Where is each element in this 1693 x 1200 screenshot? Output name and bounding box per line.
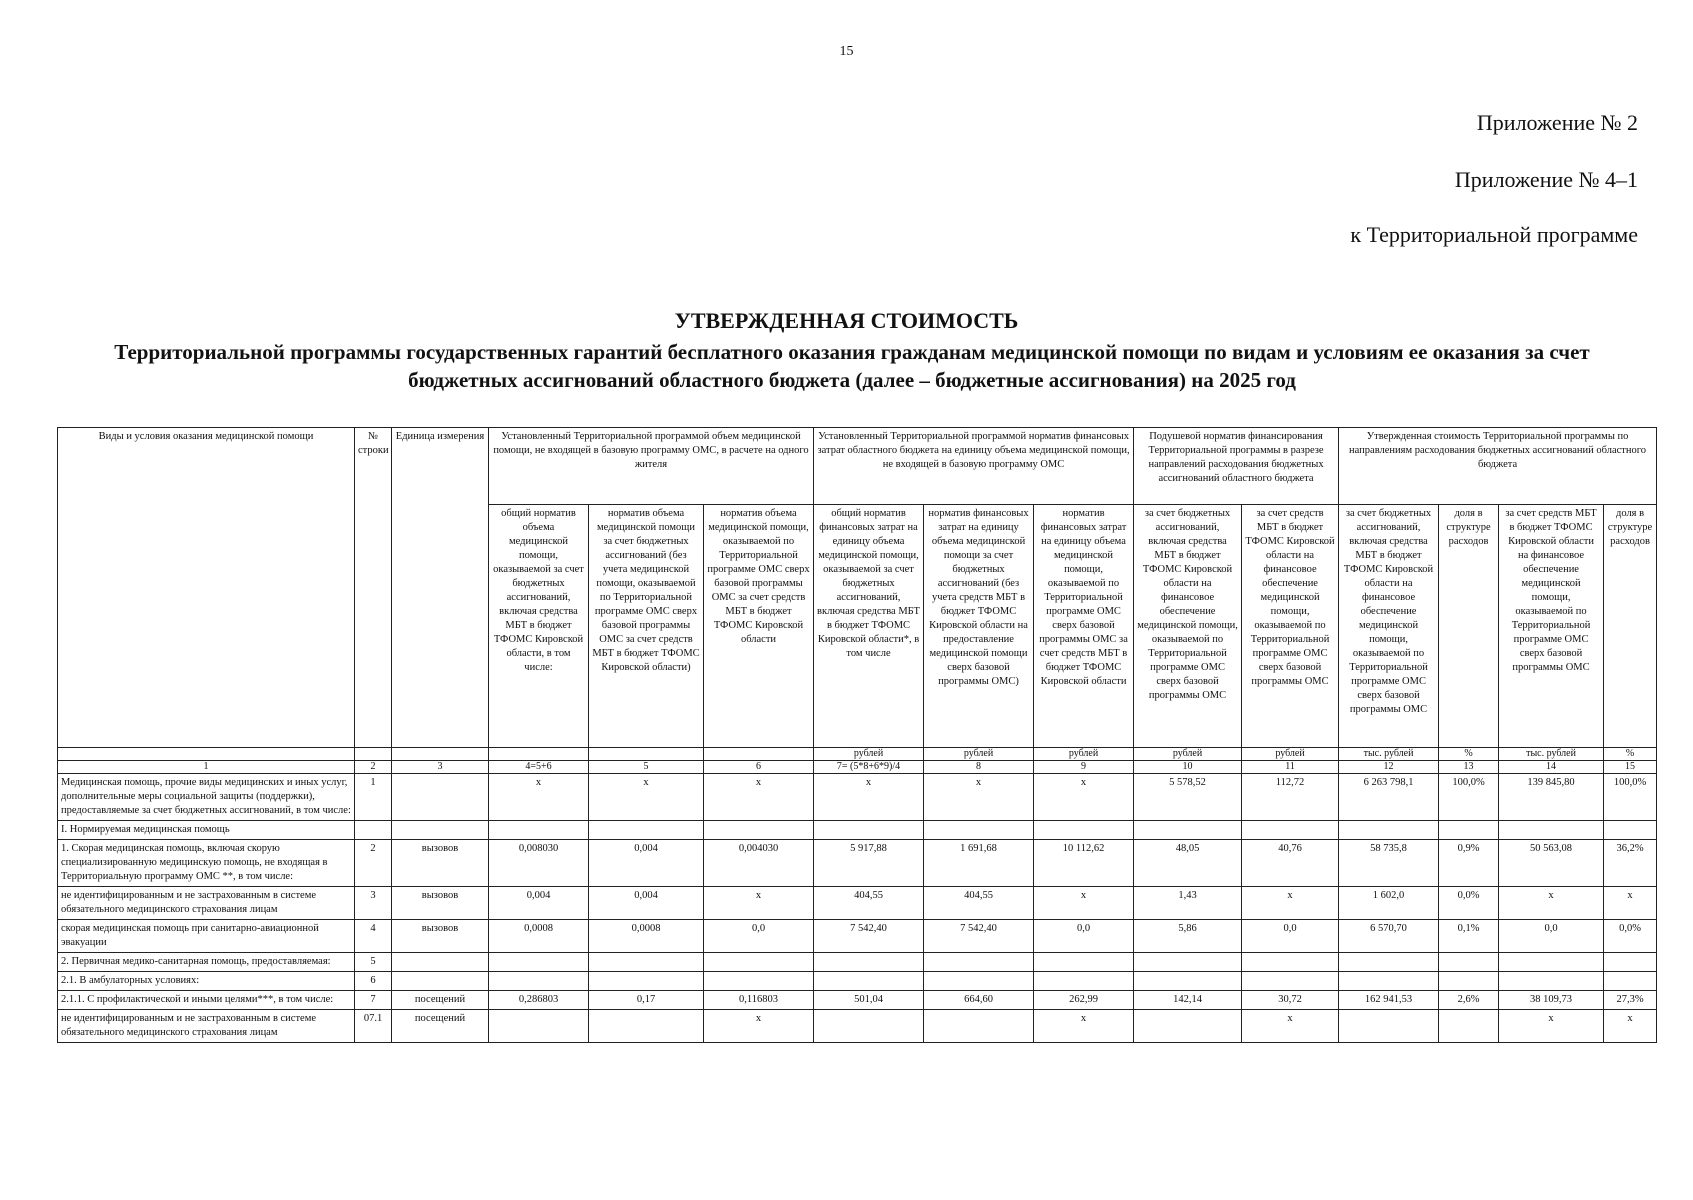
table-cell: х xyxy=(489,774,589,821)
table-cell: посещений xyxy=(392,1010,489,1043)
table-cell: вызовов xyxy=(392,840,489,887)
table-cell: 112,72 xyxy=(1242,774,1339,821)
table-cell: 27,3% xyxy=(1604,991,1657,1010)
table-cell: 2 xyxy=(355,840,392,887)
table-cell xyxy=(1499,821,1604,840)
table-cell xyxy=(1134,821,1242,840)
table-cell: 404,55 xyxy=(814,887,924,920)
table-cell: 0,008030 xyxy=(489,840,589,887)
table-cell: х xyxy=(1034,887,1134,920)
subheader-cell: за счет бюджетных ассигнований, включая средства МБТ в бюджет ТФОМС Кировской области на финансовое обеспечение медицинской помощи, оказываемой по Территориальной программе ОМС сверх базовой программы ОМС xyxy=(1134,505,1242,748)
table-cell: 07.1 xyxy=(355,1010,392,1043)
table-cell: 12 xyxy=(1339,761,1439,774)
table-cell xyxy=(1439,1010,1499,1043)
table-cell: 262,99 xyxy=(1034,991,1134,1010)
table-cell: х xyxy=(814,774,924,821)
table-cell: 0,0008 xyxy=(489,920,589,953)
table-cell: 0,1% xyxy=(1439,920,1499,953)
table-cell: 1 602,0 xyxy=(1339,887,1439,920)
table-row xyxy=(58,920,1657,953)
table-cell xyxy=(1339,953,1439,972)
table-cell: 2 xyxy=(355,761,392,774)
header-group-approved-cost: Утвержденная стоимость Территориальной программы по направлениям расходования бюджетных ассигнований областного бюджета xyxy=(1339,428,1657,505)
appendix-line-2: Приложение № 4–1 xyxy=(1454,167,1638,192)
row-label: 2.1.1. С профилактической и иными целями***, в том числе: xyxy=(58,991,355,1010)
header-unit: Единица измерения xyxy=(392,428,489,748)
table-cell xyxy=(1339,1010,1439,1043)
table-cell xyxy=(1499,953,1604,972)
table-cell: вызовов xyxy=(392,887,489,920)
table-cell xyxy=(489,1010,589,1043)
table-cell xyxy=(814,821,924,840)
table-cell: 2,6% xyxy=(1439,991,1499,1010)
table-cell: 0,0% xyxy=(1604,920,1657,953)
subheader-cell: общий норматив финансовых затрат на единицу объема медицинской помощи, оказываемой за счет бюджетных ассигнований, включая средства МБТ в бюджет ТФОМС Кировской области*, в том числе xyxy=(814,505,924,748)
table-cell: х xyxy=(704,1010,814,1043)
row-label: I. Нормируемая медицинская помощь xyxy=(58,821,355,840)
table-cell: 6 xyxy=(704,761,814,774)
table-row xyxy=(58,972,1657,991)
table-cell: 14 xyxy=(1499,761,1604,774)
subheader-cell: норматив объема медицинской помощи за счет бюджетных ассигнований (без учета медицинской помощи, оказываемой по Территориальной программе ОМС сверх базовой программы ОМС за счет средств МБТ в бюджет ТФОМС Кировской области) xyxy=(589,505,704,748)
column-numbers-row xyxy=(58,761,1657,774)
table-cell xyxy=(924,972,1034,991)
table-cell: 5 578,52 xyxy=(1134,774,1242,821)
table-cell: х xyxy=(1499,1010,1604,1043)
table-row xyxy=(58,953,1657,972)
table-cell xyxy=(1134,1010,1242,1043)
table-cell: % xyxy=(1439,748,1499,761)
row-label: не идентифицированным и не застрахованным в системе обязательного медицинского страхования лицам xyxy=(58,887,355,920)
subheader-cell: за счет бюджетных ассигнований, включая средства МБТ в бюджет ТФОМС Кировской области на финансовое обеспечение медицинской помощи, оказываемой по Территориальной программе ОМС сверх базовой программы ОМС xyxy=(1339,505,1439,748)
table-cell: х xyxy=(704,887,814,920)
table-cell xyxy=(589,821,704,840)
subheader-cell: доля в структуре расходов xyxy=(1604,505,1657,748)
table-cell: 7 542,40 xyxy=(924,920,1034,953)
table-cell xyxy=(392,972,489,991)
table-cell xyxy=(1242,972,1339,991)
table-cell: тыс. рублей xyxy=(1499,748,1604,761)
table-row xyxy=(58,840,1657,887)
table-cell: 0,004030 xyxy=(704,840,814,887)
table-cell xyxy=(924,821,1034,840)
table-cell xyxy=(704,748,814,761)
table-row xyxy=(58,774,1657,821)
table-cell: 4=5+6 xyxy=(489,761,589,774)
table-cell: 0,004 xyxy=(489,887,589,920)
table-cell xyxy=(392,821,489,840)
subheader-cell: за счет средств МБТ в бюджет ТФОМС Кировской области на финансовое обеспечение медицинской помощи, оказываемой по Территориальной программе ОМС сверх базовой программы ОМС xyxy=(1499,505,1604,748)
table-cell xyxy=(1134,953,1242,972)
table-cell: 48,05 xyxy=(1134,840,1242,887)
table-row xyxy=(58,991,1657,1010)
table-cell: 7 xyxy=(355,991,392,1010)
table-cell: 6 xyxy=(355,972,392,991)
table-cell: 0,9% xyxy=(1439,840,1499,887)
appendix-line-3: к Территориальной программе xyxy=(1350,222,1638,247)
row-label: 2. Первичная медико-санитарная помощь, предоставляемая: xyxy=(58,953,355,972)
subheader-cell: норматив финансовых затрат на единицу объема медицинской помощи, оказываемой по Территориальной программе ОМС сверх базовой программы ОМС за счет средств МБТ в бюджет ТФОМС Кировской области xyxy=(1034,505,1134,748)
table-cell: 1 xyxy=(355,774,392,821)
table-cell xyxy=(814,953,924,972)
table-cell xyxy=(489,953,589,972)
table-cell: 30,72 xyxy=(1242,991,1339,1010)
table-cell: х xyxy=(589,774,704,821)
table-cell xyxy=(704,953,814,972)
table-cell: 38 109,73 xyxy=(1499,991,1604,1010)
row-label: скорая медицинская помощь при санитарно-авиационной эвакуации xyxy=(58,920,355,953)
header-group-cost-norm: Установленный Территориальной программой норматив финансовых затрат областного бюджета на единицу объема медицинской помощи, не входящей в базовую программу ОМС xyxy=(814,428,1134,505)
document-title: УТВЕРЖДЕННАЯ СТОИМОСТЬ xyxy=(674,308,1019,333)
table-cell: 10 112,62 xyxy=(1034,840,1134,887)
row-label: не идентифицированным и не застрахованным в системе обязательного медицинского страхования лицам xyxy=(58,1010,355,1043)
table-cell xyxy=(489,821,589,840)
table-cell: х xyxy=(704,774,814,821)
table-header-groups xyxy=(58,428,1657,505)
table-cell: 0,286803 xyxy=(489,991,589,1010)
table-cell: 9 xyxy=(1034,761,1134,774)
table-cell xyxy=(589,1010,704,1043)
header-group-volume: Установленный Территориальной программой объем медицинской помощи, не входящей в базовую программу ОМС, в расчете на одного жителя xyxy=(489,428,814,505)
table-cell xyxy=(1034,953,1134,972)
table-cell: 3 xyxy=(355,887,392,920)
table-cell xyxy=(355,821,392,840)
table-cell: 0,004 xyxy=(589,887,704,920)
table-cell xyxy=(1439,821,1499,840)
table-cell: х xyxy=(1604,1010,1657,1043)
table-row xyxy=(58,1010,1657,1043)
header-group-per-capita: Подушевой норматив финансирования Территориальной программы в разрезе направлений расходования бюджетных ассигнований областного бюджета xyxy=(1134,428,1339,505)
table-cell: 100,0% xyxy=(1604,774,1657,821)
cost-table xyxy=(57,427,1657,1043)
table-cell xyxy=(589,953,704,972)
table-cell xyxy=(924,1010,1034,1043)
table-cell: 6 570,70 xyxy=(1339,920,1439,953)
table-cell: 50 563,08 xyxy=(1499,840,1604,887)
appendix-line-1: Приложение № 2 xyxy=(1476,110,1638,135)
table-cell: 1 691,68 xyxy=(924,840,1034,887)
table-cell: 3 xyxy=(392,761,489,774)
table-cell: 100,0% xyxy=(1439,774,1499,821)
table-cell xyxy=(392,953,489,972)
table-cell xyxy=(704,972,814,991)
table-cell: 6 263 798,1 xyxy=(1339,774,1439,821)
row-label: 1. Скорая медицинская помощь, включая скорую специализированную медицинскую помощь, не входящая в Территориальную программу ОМС **, в том числе: xyxy=(58,840,355,887)
table-cell: вызовов xyxy=(392,920,489,953)
table-cell: 10 xyxy=(1134,761,1242,774)
table-cell: 5 xyxy=(355,953,392,972)
table-cell xyxy=(489,748,589,761)
table-cell xyxy=(1034,972,1134,991)
table-cell: 7 542,40 xyxy=(814,920,924,953)
subheader-cell: общий норматив объема медицинской помощи, оказываемой за счет бюджетных ассигнований, включая средства МБТ в бюджет ТФОМС Кировской области, в том числе: xyxy=(489,505,589,748)
table-cell: 142,14 xyxy=(1134,991,1242,1010)
table-cell: % xyxy=(1604,748,1657,761)
table-cell: тыс. рублей xyxy=(1339,748,1439,761)
table-cell xyxy=(814,972,924,991)
table-cell xyxy=(489,972,589,991)
table-cell xyxy=(1242,821,1339,840)
subheader-cell: норматив объема медицинской помощи, оказываемой по Территориальной программе ОМС сверх базовой программы ОМС за счет средств МБТ в бюджет ТФОМС Кировской области xyxy=(704,505,814,748)
table-cell xyxy=(355,748,392,761)
table-cell: рублей xyxy=(1034,748,1134,761)
table-cell: 0,0 xyxy=(704,920,814,953)
table-cell: рублей xyxy=(1242,748,1339,761)
table-cell: 0,0 xyxy=(1499,920,1604,953)
table-cell: 5 917,88 xyxy=(814,840,924,887)
table-cell xyxy=(1339,972,1439,991)
header-kind-of-care: Виды и условия оказания медицинской помощи xyxy=(58,428,355,748)
table-cell: 139 845,80 xyxy=(1499,774,1604,821)
table-cell: 404,55 xyxy=(924,887,1034,920)
table-cell xyxy=(1339,821,1439,840)
table-cell xyxy=(1242,953,1339,972)
table-cell: х xyxy=(1242,887,1339,920)
table-cell: 8 xyxy=(924,761,1034,774)
table-cell xyxy=(1439,972,1499,991)
table-cell: 11 xyxy=(1242,761,1339,774)
row-label: 2.1. В амбулаторных условиях: xyxy=(58,972,355,991)
table-cell xyxy=(1439,953,1499,972)
table-cell: х xyxy=(924,774,1034,821)
table-cell: 0,0008 xyxy=(589,920,704,953)
table-cell: х xyxy=(1034,1010,1134,1043)
table-cell: 40,76 xyxy=(1242,840,1339,887)
table-cell: 0,004 xyxy=(589,840,704,887)
table-cell xyxy=(58,748,355,761)
table-cell: 5 xyxy=(589,761,704,774)
table-cell xyxy=(924,953,1034,972)
table-cell xyxy=(704,821,814,840)
subheader-cell: доля в структуре расходов xyxy=(1439,505,1499,748)
table-cell: х xyxy=(1034,774,1134,821)
table-cell: х xyxy=(1604,887,1657,920)
table-cell xyxy=(392,748,489,761)
units-row xyxy=(58,748,1657,761)
table-cell xyxy=(1499,972,1604,991)
table-cell: 13 xyxy=(1439,761,1499,774)
table-cell: 162 941,53 xyxy=(1339,991,1439,1010)
table-cell: 58 735,8 xyxy=(1339,840,1439,887)
table-cell xyxy=(1604,953,1657,972)
subheader-cell: за счет средств МБТ в бюджет ТФОМС Кировской области на финансовое обеспечение медицинской помощи, оказываемой по Территориальной программе ОМС сверх базовой программы ОМС xyxy=(1242,505,1339,748)
table-cell: 1,43 xyxy=(1134,887,1242,920)
table-cell: 664,60 xyxy=(924,991,1034,1010)
table-cell xyxy=(1134,972,1242,991)
table-cell: 7= (5*8+6*9)/4 xyxy=(814,761,924,774)
table-cell: 1 xyxy=(58,761,355,774)
table-cell: 0,0% xyxy=(1439,887,1499,920)
table-cell: 0,116803 xyxy=(704,991,814,1010)
table-cell: 0,0 xyxy=(1242,920,1339,953)
table-cell: 0,17 xyxy=(589,991,704,1010)
table-cell xyxy=(1604,821,1657,840)
table-cell: 4 xyxy=(355,920,392,953)
table-cell xyxy=(589,972,704,991)
table-cell: 5,86 xyxy=(1134,920,1242,953)
document-subtitle: Территориальной программы государственных гарантий бесплатного оказания гражданам медицинской помощи по видам и условиям ее оказания за счет бюджетных ассигнований областного бюджета (далее – бюджетные ассигнования) на 2025 год xyxy=(114,340,1590,392)
page-number: 15 xyxy=(839,44,854,59)
table-cell: х xyxy=(1499,887,1604,920)
table-cell: х xyxy=(1242,1010,1339,1043)
table-cell xyxy=(1604,972,1657,991)
subheader-cell: норматив финансовых затрат на единицу объема медицинской помощи за счет бюджетных ассигнований (без учета средств МБТ в бюджет ТФОМС Кировской области на предоставление медицинской помощи сверх базовой программы ОМС) xyxy=(924,505,1034,748)
table-cell: рублей xyxy=(1134,748,1242,761)
table-cell: рублей xyxy=(924,748,1034,761)
table-cell: 15 xyxy=(1604,761,1657,774)
table-cell xyxy=(589,748,704,761)
table-cell: 0,0 xyxy=(1034,920,1134,953)
table-cell: 501,04 xyxy=(814,991,924,1010)
row-label: Медицинская помощь, прочие виды медицинских и иных услуг, дополнительные меры социальной защиты (поддержки), предоставляемые за счет бюджетных ассигнований, в том числе: xyxy=(58,774,355,821)
table-cell xyxy=(392,774,489,821)
table-cell xyxy=(814,1010,924,1043)
table-cell: рублей xyxy=(814,748,924,761)
table-row xyxy=(58,887,1657,920)
header-row-number: № строки xyxy=(355,428,392,748)
table-row xyxy=(58,821,1657,840)
table-cell xyxy=(1034,821,1134,840)
table-cell: 36,2% xyxy=(1604,840,1657,887)
table-cell: посещений xyxy=(392,991,489,1010)
